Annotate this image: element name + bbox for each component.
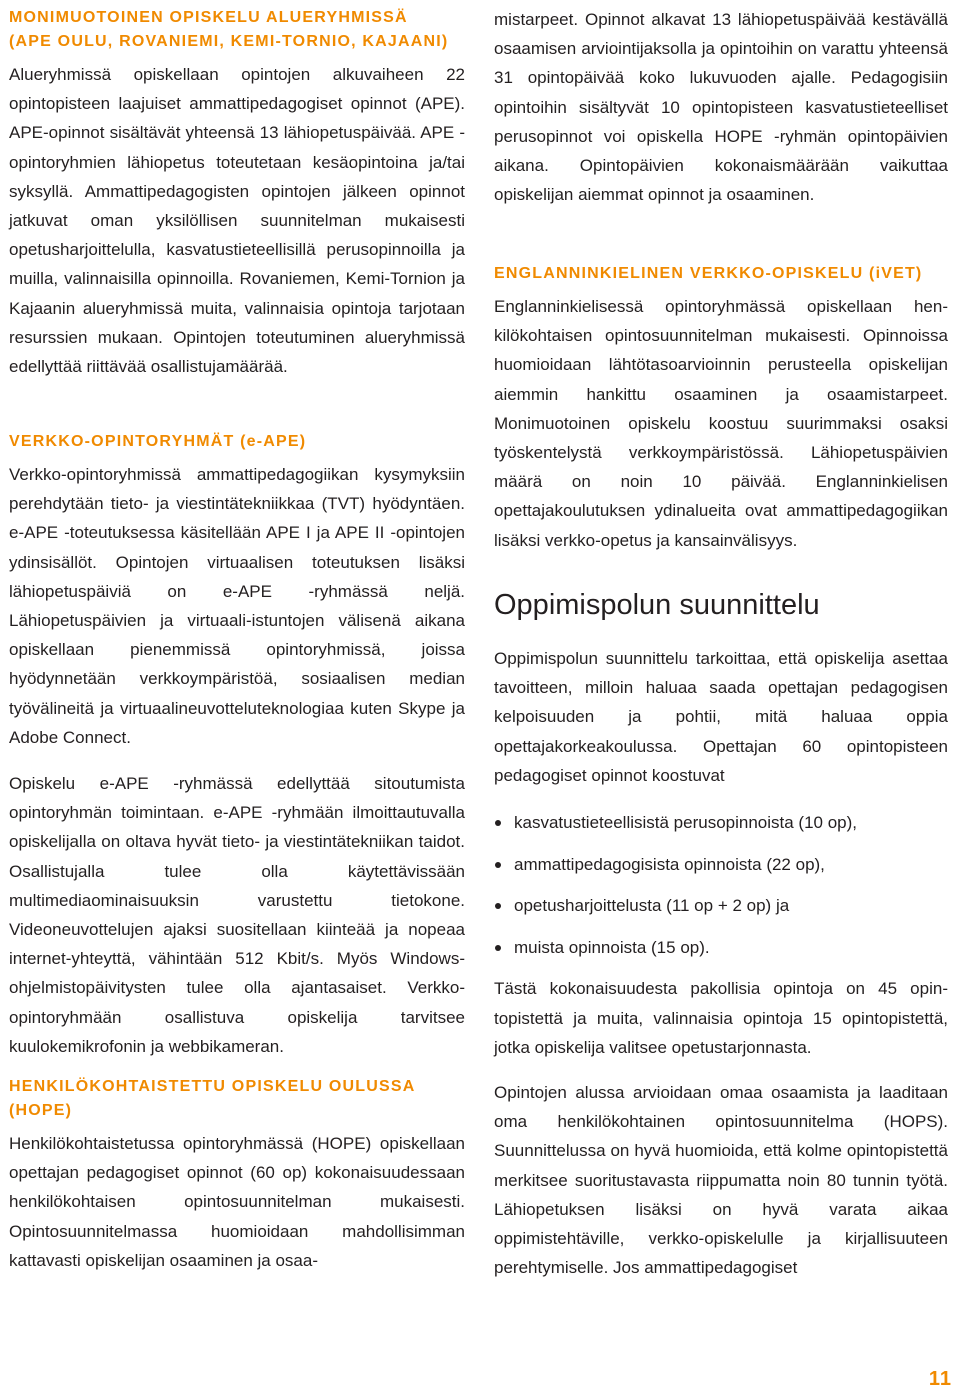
section-monimuotoinen xyxy=(9,6,465,381)
section-heading xyxy=(9,1075,465,1123)
heading-line: (HOPE) xyxy=(9,1102,73,1119)
body-paragraph: Alueryhmissä opiskellaan opintojen alkuvaiheen 22 opintopisteen laajuiset ammattipedagogiset opinnot (APE). APE-opinnot sisältävät yhteensä 13 lähiopetuspäivää. APE -opintoryhmien lähiopetus toteutetaan kesäopintoina ja/tai syksyllä. Ammattipedagogisten opintojen jälkeen opinnot jatkuvat oman yksilöllisen suunnitelman mukaisesti opetusharjoittelulla, kasvatustieteellisillä perusopinnoilla ja muilla, valinnaisilla opinnoilla. Rovaniemen, Kemi-Tornion ja Kajaanin alueryhmissä muita, valinnaisia opintoja tarjotaan resurssien mukaan. Opintojen toteutuminen alueryhmissä edellyttää riittävää osallistujamäärää. xyxy=(9,65,465,377)
body-paragraph: Henkilökohtaistetussa opintoryhmässä (HOPE) opiskellaan opettajan pedagogiset opinnot (60 op) kokonaisuudessaan henkilökohtaisen opintosuunnitelman mukaisesti. Opintosuunnitelmassa huomioidaan mahdollisimman kattavasti opiskelijan osaaminen ja osaa- xyxy=(9,1134,465,1270)
bullet-icon xyxy=(495,903,501,909)
section-oppimispolku xyxy=(494,586,948,1282)
bullet-list xyxy=(494,808,948,962)
continuation-paragraph: mistarpeet. Opinnot alkavat 13 lähiopetuspäivää kestävällä osaamisen arviointijaksolla ja opintoihin on varattu yhteensä 31 opintopäivää koko lukuvuoden ajalle. Pedagogisiin opintoihin sisältyvät 10 opintopisteen kasvatustieteelliset perusopinnot voi opiskella HOPE -ryhmän opintopäivien aikana. Opintopäivien kokonaismäärään vaikuttaa opiskelijan aiemmat opinnot ja osaaminen. xyxy=(494,10,948,205)
page-number: 11 xyxy=(928,1368,952,1390)
body-paragraph: Oppimispolun suunnittelu tarkoittaa, että opiskelija asettaa tavoitteen, milloin haluaa saada opettajan pedagogisen kelpoisuuden ja pohtii, mitä haluaa oppia opettajakorkeakoulussa. Opettajan 60 opintopisteen pedagogiset opinnot koostuvat xyxy=(494,649,948,785)
section-verkko-opintoryhmat xyxy=(9,430,465,1061)
section-title: Oppimispolun suunnittelu xyxy=(494,589,820,621)
section-englanninkielinen xyxy=(494,262,948,555)
list-item xyxy=(494,891,948,920)
body-paragraph: Englanninkielisessä opintoryhmässä opiskellaan henkilökohtaisen opintosuunnitelman mukaisesti. Opinnoissa huomioidaan lähtötasoarvioinnin perusteella opiskelijan aiemmin hankittu osaaminen ja osaamistarpeet. Monimuotoinen opiskelu koostuu suurimmaksi osaksi työskentelystä verkkoympäristössä. Lähiopetuspäivien määrä on noin 10 päivää. Englanninkielisen opettajakoulutuksen ydinalueita ovat ammattipedagogiikan lisäksi verkko-opetus ja kansainvälisyys. xyxy=(494,297,948,550)
list-item xyxy=(494,850,948,879)
list-item-text: opetusharjoittelusta (11 op + 2 op) ja xyxy=(514,896,790,916)
body-paragraph: Verkko-opintoryhmissä ammattipedagogiikan kysymyksiin perehdytään tieto- ja viestintätekniikkaa (TVT) hyödyntäen. e-APE -toteutuksessa käsitellään APE I ja APE II -opintojen ydinsisällöt. Opintojen virtuaalisen toteutuksen lisäksi lähiopetuspäiviä on e-APE -ryhmässä neljä. Lähiopetuspäivien ja virtuaali-istuntojen välisenä aikana opiskellaan pienemmissä opintoryhmissä, joissa hyödynnetään verkkoympäristöä, sosiaalisen median työvälineitä ja virtuaalineuvotteluteknologiaa kuten Skype ja Adobe Connect. xyxy=(9,465,465,747)
bullet-icon xyxy=(495,820,501,826)
heading-line: (APE OULU, ROVANIEMI, KEMI-TORNIO, KAJAANI) xyxy=(9,33,449,50)
list-item xyxy=(494,933,948,962)
bullet-icon xyxy=(495,862,501,868)
bullet-icon xyxy=(495,945,501,951)
list-item xyxy=(494,808,948,837)
body-paragraph: Tästä kokonaisuudesta pakollisia opintoja on 45 opintopistettä ja muita, valinnaisia opintoja 15 opintopistettä, jotka opiskelija valitsee opetustarjonnasta. xyxy=(494,979,948,1057)
list-item-text: muista opinnoista (15 op). xyxy=(514,937,710,957)
body-paragraph: Opiskelu e-APE -ryhmässä edellyttää sitoutumista opintoryhmän toimintaan. e-APE -ryhmään ilmoittautuvalla opiskelijalla on oltava hyvät tieto- ja viestintätekniikan taidot. Osallistujalla tulee olla käytettävissään multimediaominaisuuksin varustettu tietokone. Videoneuvottelujen ajaksi suositellaan kiinteää ja nopeaa internet-yhteyttä, vähintään 512 Kbit/s. Myös Windows-ohjelmistopäivitysten tulee olla ajantasaiset. Verkko-opintoryhmään osallistuva opiskelija tarvitsee kuulokemikrofonin ja webbikameran. xyxy=(9,774,465,1056)
section-heading xyxy=(9,6,465,54)
heading-line: MONIMUOTOINEN OPISKELU ALUERYHMISSÄ xyxy=(9,9,408,26)
section-heading: ENGLANNINKIELINEN VERKKO-OPISKELU (iVET) xyxy=(494,265,923,282)
body-paragraph: Opintojen alussa arvioidaan omaa osaamista ja laaditaan oma henkilökohtainen opintosuunnitelma (HOPS). Suunnittelussa on hyvä huomioida, että kolme opintopistettä merkitsee suoritustavasta riippumatta noin 80 tunnin työtä. Lähiopetuksen lisäksi on hyvä varata aikaa oppimistehtäville, verkko-opiskelulle ja kirjallisuuteen perehtymiselle. Jos ammattipedagogiset xyxy=(494,1083,948,1278)
list-item-text: kasvatustieteellisistä perusopinnoista (10 op), xyxy=(514,813,858,833)
heading-line: HENKILÖKOHTAISTETTU OPISKELU OULUSSA xyxy=(9,1078,416,1095)
section-hope xyxy=(9,1075,465,1275)
section-heading: VERKKO-OPINTORYHMÄT (e-APE) xyxy=(9,433,307,450)
list-item-text: ammattipedagogisista opinnoista (22 op), xyxy=(514,854,825,874)
